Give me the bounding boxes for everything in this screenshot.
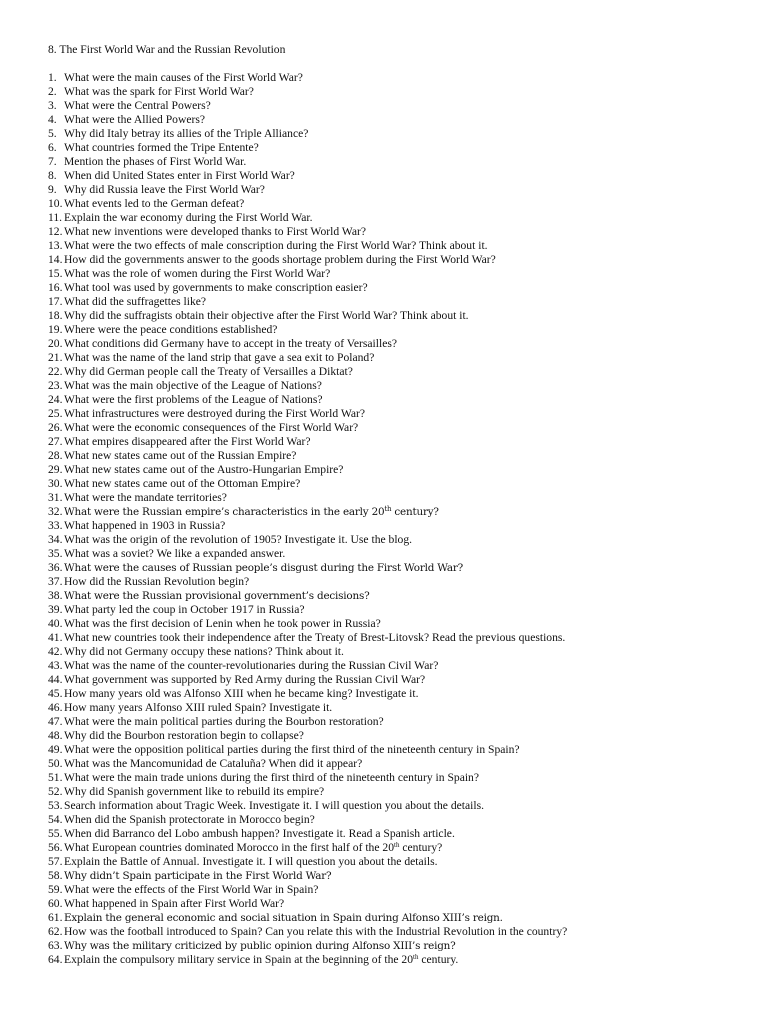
- question-number: 21.: [48, 351, 63, 364]
- question-number: 51.: [48, 771, 63, 784]
- question-number: 19.: [48, 323, 63, 336]
- question-item: [48, 589, 748, 603]
- question-number: 26.: [48, 421, 63, 434]
- question-number: 28.: [48, 449, 63, 462]
- question-text-main: What was the name of the counter-revolutionaries during the Russian Civil War?: [64, 659, 439, 672]
- ordinal-superscript: th: [394, 841, 400, 849]
- question-text: [64, 253, 496, 267]
- question-text-main: When did the Spanish protectorate in Morocco begin?: [64, 813, 315, 826]
- question-text: [64, 813, 315, 827]
- question-number: 47.: [48, 715, 63, 728]
- question-text-main: Why did the Bourbon restoration begin to collapse?: [64, 729, 304, 742]
- question-text: [64, 785, 324, 799]
- question-list: [48, 71, 748, 967]
- question-number: 20.: [48, 337, 63, 350]
- question-item: [48, 701, 748, 715]
- question-item: [48, 883, 748, 897]
- question-text: [64, 155, 246, 169]
- question-number: 60.: [48, 897, 63, 910]
- question-number: 25.: [48, 407, 63, 420]
- question-text-main: Why did Spanish government like to rebuild its empire?: [64, 785, 325, 798]
- question-item: [48, 925, 748, 939]
- question-text: [64, 673, 425, 687]
- question-number: 22.: [48, 365, 63, 378]
- question-text-main: What were the effects of the First World War in Spain?: [64, 883, 319, 896]
- question-number: 35.: [48, 547, 63, 560]
- question-number: 10.: [48, 197, 63, 210]
- question-text: [64, 435, 311, 449]
- question-text-continued: century?: [391, 506, 439, 518]
- question-text: [64, 855, 438, 869]
- question-number: 9.: [48, 183, 57, 196]
- question-text: [64, 323, 277, 337]
- question-text-main: What new inventions were developed thanks to First World War?: [64, 225, 366, 238]
- question-text: [64, 799, 484, 813]
- question-text-main: What did the suffragettes like?: [64, 295, 207, 308]
- question-number: 34.: [48, 533, 63, 546]
- question-item: [48, 113, 748, 127]
- question-text: [64, 575, 249, 589]
- question-text: [64, 141, 259, 155]
- question-item: [48, 659, 748, 673]
- question-item: [48, 407, 748, 421]
- document-page: [48, 43, 748, 967]
- question-text-main: What was the origin of the revolution of 1905? Investigate it. Use the blog.: [64, 533, 413, 546]
- question-item: [48, 869, 748, 883]
- question-text-main: Why did Russia leave the First World War?: [64, 183, 265, 196]
- question-text-main: How many years old was Alfonso XIII when he became king? Investigate it.: [64, 687, 419, 700]
- question-item: [48, 813, 748, 827]
- question-number: 36.: [48, 561, 63, 574]
- question-text: [64, 519, 225, 533]
- question-text-main: What new states came out of the Russian Empire?: [64, 449, 297, 462]
- question-number: 58.: [48, 869, 63, 882]
- question-text-main: Where were the peace conditions established?: [64, 323, 278, 336]
- question-text-continued: century?: [399, 841, 443, 854]
- question-text: [64, 281, 368, 295]
- question-text-main: Why did not Germany occupy these nations? Think about it.: [64, 645, 344, 658]
- question-number: 12.: [48, 225, 63, 238]
- question-text-main: What was the role of women during the First World War?: [64, 267, 331, 280]
- ordinal-superscript: th: [384, 505, 392, 513]
- question-text: [64, 631, 565, 645]
- question-text: [64, 463, 343, 477]
- question-item: [48, 309, 748, 323]
- question-text-main: What were the main causes of the First World War?: [64, 71, 303, 84]
- question-text-main: How did the Russian Revolution begin?: [64, 575, 250, 588]
- question-number: 52.: [48, 785, 63, 798]
- question-text-main: What were the Allied Powers?: [64, 113, 206, 126]
- question-text: [64, 113, 205, 127]
- question-text-main: What was the name of the land strip that gave a sea exit to Poland?: [64, 351, 375, 364]
- question-number: 18.: [48, 309, 63, 322]
- question-item: [48, 141, 748, 155]
- question-item: [48, 617, 748, 631]
- question-item: [48, 351, 748, 365]
- question-number: 11.: [48, 211, 63, 224]
- question-number: 1.: [48, 71, 57, 84]
- question-item: [48, 911, 748, 925]
- question-text: [64, 869, 331, 883]
- question-item: [48, 855, 748, 869]
- question-number: 53.: [48, 799, 63, 812]
- question-item: [48, 715, 748, 729]
- question-text-main: What government was supported by Red Army during the Russian Civil War?: [64, 673, 426, 686]
- question-number: 4.: [48, 113, 57, 126]
- question-text: [64, 477, 300, 491]
- question-number: 7.: [48, 155, 57, 168]
- question-item: [48, 547, 748, 561]
- document-title: 8. The First World War and the Russian Revolution: [48, 43, 286, 56]
- question-number: 23.: [48, 379, 63, 392]
- question-item: [48, 603, 748, 617]
- question-text: [64, 85, 254, 99]
- question-item: [48, 127, 748, 141]
- question-text: [64, 687, 418, 701]
- question-number: 61.: [48, 911, 63, 924]
- question-text-main: What countries formed the Tripe Entente?: [64, 141, 259, 154]
- question-item: [48, 771, 748, 785]
- question-text-main: What were the opposition political parties during the first third of the nineteenth century in Spain?: [64, 743, 520, 756]
- question-number: 59.: [48, 883, 63, 896]
- question-item: [48, 337, 748, 351]
- question-text: [64, 407, 365, 421]
- question-text: [64, 715, 384, 729]
- question-text: [64, 505, 439, 519]
- question-number: 27.: [48, 435, 63, 448]
- question-text: [64, 897, 284, 911]
- question-number: 2.: [48, 85, 57, 98]
- question-text-main: What were the first problems of the League of Nations?: [64, 393, 323, 406]
- question-text-main: What tool was used by governments to make conscription easier?: [64, 281, 368, 294]
- question-item: [48, 435, 748, 449]
- question-item: [48, 799, 748, 813]
- question-text-main: What were the two effects of male conscription during the First World War? Think about it.: [64, 239, 488, 252]
- question-item: [48, 575, 748, 589]
- question-text: [64, 939, 456, 953]
- question-text-main: What was the spark for First World War?: [64, 85, 254, 98]
- question-item: [48, 253, 748, 267]
- question-item: [48, 169, 748, 183]
- question-item: [48, 841, 748, 855]
- question-number: 8.: [48, 169, 57, 182]
- question-text: [64, 729, 304, 743]
- question-text-main: What European countries dominated Morocco in the first half of the 20: [64, 841, 394, 854]
- question-text: [64, 491, 227, 505]
- question-text-main: Search information about Tragic Week. Investigate it. I will question you about the details.: [64, 799, 485, 812]
- question-item: [48, 785, 748, 799]
- question-text-main: What were the Russian empire’s characteristics in the early 20: [64, 506, 385, 518]
- question-item: [48, 533, 748, 547]
- question-item: [48, 85, 748, 99]
- question-text-main: What were the causes of Russian people’s disgust during the First World War?: [64, 562, 464, 574]
- question-text: [64, 701, 332, 715]
- question-item: [48, 673, 748, 687]
- question-number: 16.: [48, 281, 63, 294]
- question-text: [64, 561, 463, 575]
- question-text-main: What was the Mancomunidad de Cataluña? When did it appear?: [64, 757, 363, 770]
- question-text: [64, 379, 322, 393]
- question-text-main: What new states came out of the Austro-Hungarian Empire?: [64, 463, 344, 476]
- question-text: [64, 841, 442, 855]
- question-text: [64, 771, 479, 785]
- question-number: 30.: [48, 477, 63, 490]
- question-text: [64, 169, 295, 183]
- question-number: 14.: [48, 253, 63, 266]
- question-number: 45.: [48, 687, 63, 700]
- question-item: [48, 939, 748, 953]
- question-item: [48, 393, 748, 407]
- question-number: 32.: [48, 505, 63, 518]
- question-item: [48, 561, 748, 575]
- question-item: [48, 757, 748, 771]
- question-number: 31.: [48, 491, 63, 504]
- question-text-main: What was the main objective of the League of Nations?: [64, 379, 322, 392]
- question-text: [64, 211, 313, 225]
- question-text-main: What party led the coup in October 1917 in Russia?: [64, 603, 305, 616]
- question-text-main: How did the governments answer to the goods shortage problem during the First World War?: [64, 253, 496, 266]
- question-number: 6.: [48, 141, 57, 154]
- question-text-main: What was the first decision of Lenin when he took power in Russia?: [64, 617, 381, 630]
- question-item: [48, 477, 748, 491]
- question-text-main: How many years Alfonso XIII ruled Spain? Investigate it.: [64, 701, 333, 714]
- question-text-main: What happened in 1903 in Russia?: [64, 519, 226, 532]
- question-number: 64.: [48, 953, 63, 966]
- question-text-main: Explain the general economic and social situation in Spain during Alfonso XIII’s reign.: [64, 912, 503, 924]
- question-text: [64, 197, 244, 211]
- question-number: 17.: [48, 295, 63, 308]
- question-text-main: How was the football introduced to Spain? Can you relate this with the Industrial Revolution in the country?: [64, 925, 568, 938]
- question-text-main: What were the economic consequences of the First World War?: [64, 421, 359, 434]
- question-number: 42.: [48, 645, 63, 658]
- question-text: [64, 421, 358, 435]
- question-number: 48.: [48, 729, 63, 742]
- question-item: [48, 687, 748, 701]
- question-text: [64, 589, 369, 603]
- question-text-main: Why was the military criticized by public opinion during Alfonso XIII’s reign?: [64, 940, 456, 952]
- question-number: 37.: [48, 575, 63, 588]
- question-text-main: Why did Italy betray its allies of the Triple Alliance?: [64, 127, 309, 140]
- question-text-main: What were the mandate territories?: [64, 491, 227, 504]
- question-text: [64, 365, 353, 379]
- question-number: 40.: [48, 617, 63, 630]
- question-text: [64, 883, 318, 897]
- question-number: 63.: [48, 939, 63, 952]
- question-item: [48, 211, 748, 225]
- question-text: [64, 911, 503, 925]
- question-number: 62.: [48, 925, 63, 938]
- question-text-main: What were the main political parties during the Bourbon restoration?: [64, 715, 384, 728]
- question-text-main: What new states came out of the Ottoman Empire?: [64, 477, 301, 490]
- question-item: [48, 729, 748, 743]
- question-text-main: What were the Central Powers?: [64, 99, 211, 112]
- question-text: [64, 99, 211, 113]
- question-text: [64, 225, 366, 239]
- question-text-main: When did Barranco del Lobo ambush happen? Investigate it. Read a Spanish article.: [64, 827, 455, 840]
- question-number: 56.: [48, 841, 63, 854]
- question-number: 41.: [48, 631, 63, 644]
- question-item: [48, 365, 748, 379]
- question-item: [48, 281, 748, 295]
- question-text: [64, 757, 362, 771]
- question-text-main: Why didn’t Spain participate in the First World War?: [64, 870, 332, 882]
- question-text-main: What empires disappeared after the First World War?: [64, 435, 311, 448]
- question-text-main: What was a soviet? We like a expanded answer.: [64, 547, 286, 560]
- question-number: 50.: [48, 757, 63, 770]
- question-text: [64, 393, 323, 407]
- question-number: 46.: [48, 701, 63, 714]
- question-number: 13.: [48, 239, 63, 252]
- question-text-main: Mention the phases of First World War.: [64, 155, 247, 168]
- question-number: 55.: [48, 827, 63, 840]
- question-text: [64, 183, 265, 197]
- question-item: [48, 645, 748, 659]
- question-text-main: Explain the compulsory military service in Spain at the beginning of the 20: [64, 953, 414, 966]
- question-item: [48, 71, 748, 85]
- question-text: [64, 659, 438, 673]
- question-item: [48, 505, 748, 519]
- question-number: 33.: [48, 519, 63, 532]
- question-text-main: What happened in Spain after First World War?: [64, 897, 285, 910]
- question-item: [48, 953, 748, 967]
- question-item: [48, 183, 748, 197]
- question-number: 38.: [48, 589, 63, 602]
- question-text: [64, 743, 520, 757]
- question-number: 49.: [48, 743, 63, 756]
- question-number: 44.: [48, 673, 63, 686]
- question-text: [64, 533, 412, 547]
- ordinal-superscript: th: [413, 953, 419, 961]
- question-text-main: What were the Russian provisional government’s decisions?: [64, 590, 370, 602]
- question-text-main: What conditions did Germany have to accept in the treaty of Versailles?: [64, 337, 397, 350]
- question-text: [64, 925, 567, 939]
- question-text: [64, 295, 206, 309]
- question-number: 5.: [48, 127, 57, 140]
- question-item: [48, 463, 748, 477]
- question-text: [64, 71, 303, 85]
- question-item: [48, 743, 748, 757]
- question-number: 54.: [48, 813, 63, 826]
- question-item: [48, 155, 748, 169]
- question-item: [48, 491, 748, 505]
- question-number: 15.: [48, 267, 63, 280]
- question-item: [48, 225, 748, 239]
- question-text: [64, 953, 458, 967]
- question-text-main: What infrastructures were destroyed during the First World War?: [64, 407, 365, 420]
- question-text: [64, 309, 469, 323]
- question-text-main: Explain the Battle of Annual. Investigate it. I will question you about the details.: [64, 855, 438, 868]
- question-item: [48, 519, 748, 533]
- question-text-main: When did United States enter in First World War?: [64, 169, 295, 182]
- question-item: [48, 449, 748, 463]
- question-item: [48, 827, 748, 841]
- question-text: [64, 127, 308, 141]
- question-number: 24.: [48, 393, 63, 406]
- question-text: [64, 449, 296, 463]
- question-text: [64, 267, 330, 281]
- question-item: [48, 323, 748, 337]
- question-item: [48, 897, 748, 911]
- question-text-main: What were the main trade unions during the first third of the nineteenth century in Spain?: [64, 771, 479, 784]
- question-text-main: What new countries took their independence after the Treaty of Brest-Litovsk? Read the previous questions.: [64, 631, 566, 644]
- question-number: 57.: [48, 855, 63, 868]
- question-item: [48, 239, 748, 253]
- question-text-main: What events led to the German defeat?: [64, 197, 245, 210]
- question-item: [48, 267, 748, 281]
- question-text: [64, 827, 455, 841]
- question-text: [64, 239, 488, 253]
- question-number: 39.: [48, 603, 63, 616]
- question-text-main: Why did German people call the Treaty of Versailles a Diktat?: [64, 365, 353, 378]
- question-text: [64, 337, 397, 351]
- question-text-main: Why did the suffragists obtain their objective after the First World War? Think about it.: [64, 309, 469, 322]
- question-number: 3.: [48, 99, 57, 112]
- question-text-main: Explain the war economy during the First World War.: [64, 211, 313, 224]
- question-item: [48, 631, 748, 645]
- question-item: [48, 421, 748, 435]
- question-item: [48, 379, 748, 393]
- question-number: 43.: [48, 659, 63, 672]
- question-text: [64, 645, 344, 659]
- question-item: [48, 99, 748, 113]
- question-text: [64, 351, 374, 365]
- question-text: [64, 617, 381, 631]
- question-item: [48, 295, 748, 309]
- question-item: [48, 197, 748, 211]
- question-text: [64, 547, 285, 561]
- question-number: 29.: [48, 463, 63, 476]
- question-text-continued: century.: [418, 953, 459, 966]
- question-text: [64, 603, 305, 617]
